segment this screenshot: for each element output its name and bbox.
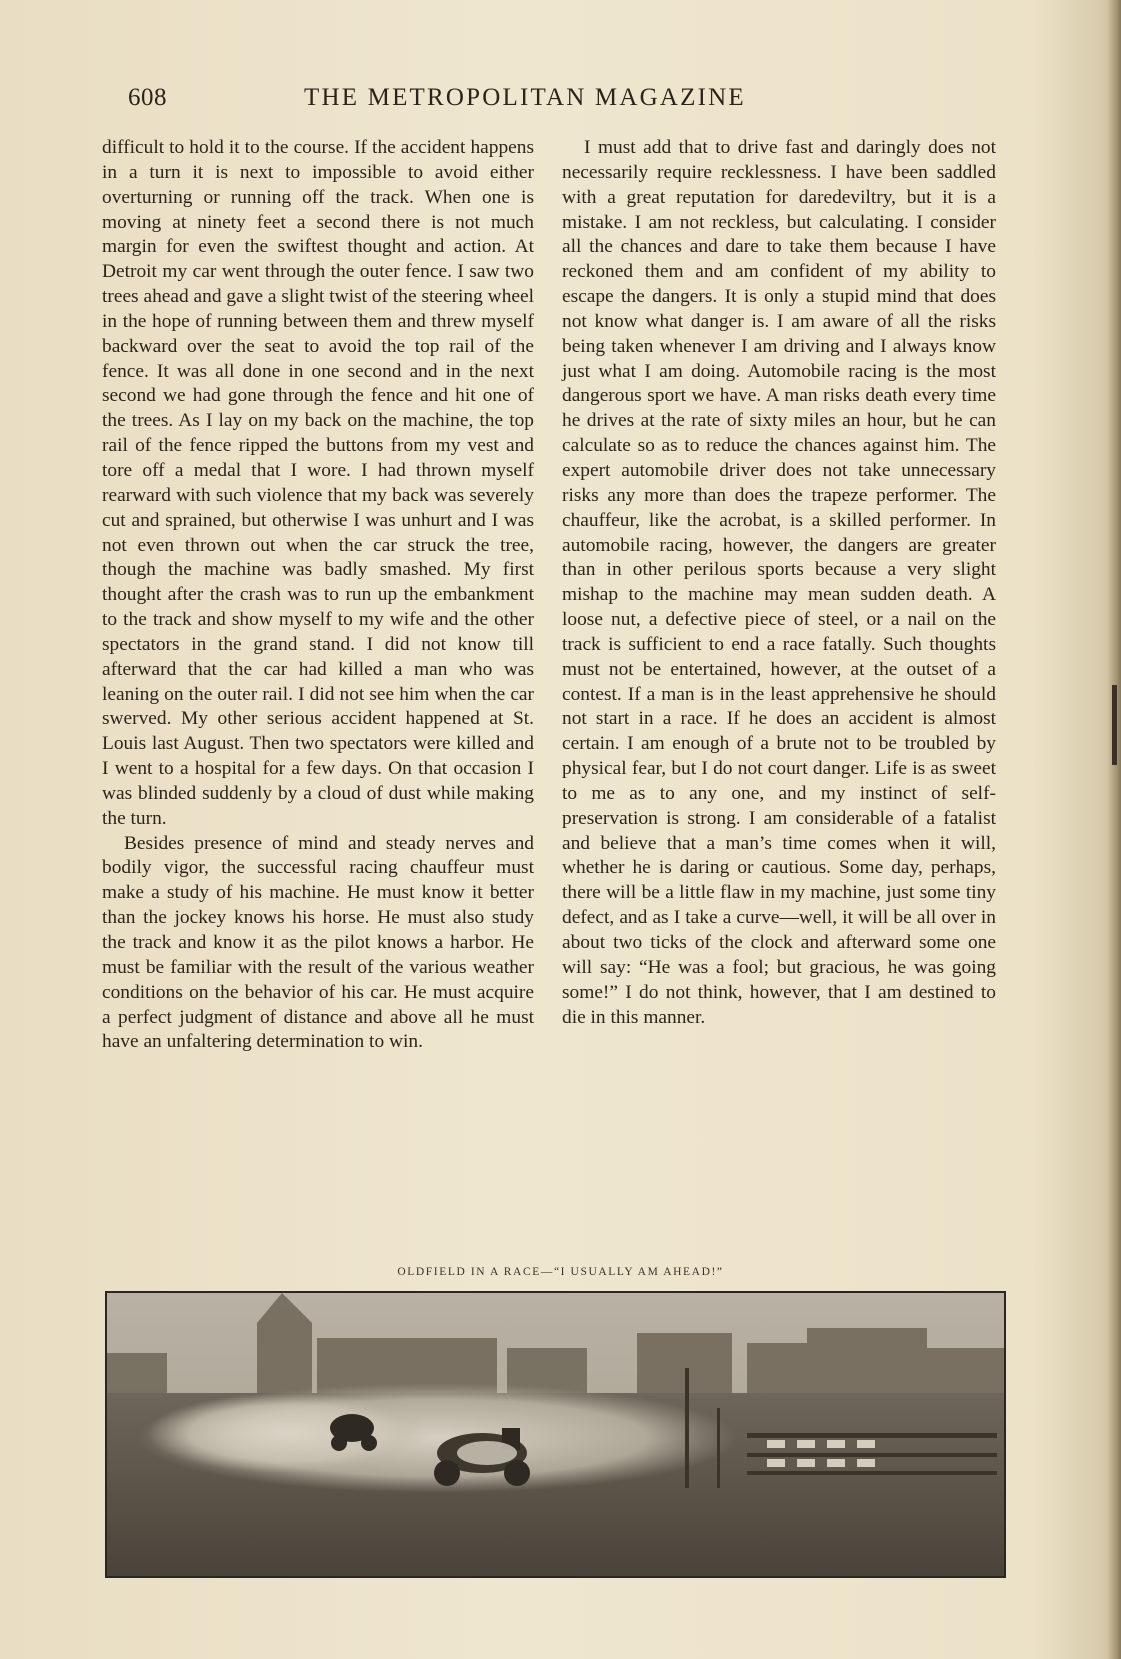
page-edge-shadow (1107, 0, 1121, 1659)
left-paragraph-2: Besides presence of mind and steady nerves and bodily vigor, the successful racing chauffeur must make a study of his machine. He must know it better than the jockey knows his horse. He must also study the track and know it as the pilot knows a harbor. He must be familiar with the result of the various weather conditions on the behavior of his car. He must acquire a perfect judgment of distance and above all he must have an unfaltering determination to win. (102, 832, 534, 1053)
left-column (102, 136, 534, 1055)
race-photo-illustration (107, 1293, 1004, 1576)
right-column (562, 136, 996, 1030)
page-number: 608 (128, 84, 167, 111)
right-paragraph-1: I must add that to drive fast and daringly does not necessarily require recklessness. I have been saddled with a great reputation for daredeviltry, but it is a mistake. I am not reckless, but calculating. I consider all the chances and dare to take them because I have reckoned them and am confident of my ability to escape the dangers. It is only a stupid mind that does not know what danger is. I am aware of all the risks being taken whenever I am driving and I always know just what I am doing. Automobile racing is the most dangerous sport we have. A man risks death every time he drives at the rate of sixty miles an hour, but he can calculate so as to reduce the chances against him. The expert automobile driver does not take unnecessary risks any more than does the trapeze performer. The chauffeur, like the acrobat, is a skilled performer. In automobile racing, however, the dangers are greater than in other perilous sports because a very slight mishap to the machine may mean sudden death. A loose nut, a defective piece of steel, or a nail on the track is sufficient to end a race fatally. Such thoughts must not be entertained, however, at the outset of a contest. If a man is in the least apprehensive he should not start in a race. If he does an accident is almost certain. I am enough of a brute not to be troubled by physical fear, but I do not court danger. Life is as sweet to me as to any one, and my instinct of self-preservation is strong. I am considerable of a fatalist and believe that a man’s time comes when it will, whether he is daring or cautious. Some day, perhaps, there will be a little flaw in my machine, just some tiny defect, and as I take a curve—well, it will be all over in about two ticks of the clock and afterward some one will say: “He was a fool; but gracious, he was going some!” I do not think, however, that I am destined to die in this manner. (562, 137, 996, 1028)
race-photograph (105, 1291, 1006, 1578)
photo-caption: OLDFIELD IN A RACE—“I USUALLY AM AHEAD!” (397, 1266, 724, 1278)
left-paragraph-1: difficult to hold it to the course. If the accident happens in a turn it is next to impossible to avoid either overturning or running off the track. When one is moving at ninety feet a second there is not much margin for even the swiftest thought and action. At Detroit my car went through the outer fence. I saw two trees ahead and gave a slight twist of the steering wheel in the hope of running between them and threw myself backward over the seat to avoid the top rail of the fence. It was all done in one second and in the next second we had gone through the fence and hit one of the trees. As I lay on my back on the machine, the top rail of the fence ripped the buttons from my vest and tore off a medal that I wore. I had thrown myself rearward with such violence that my back was severely cut and sprained, but otherwise I was unhurt and I was not even thrown out when the car struck the tree, though the machine was badly smashed. My first thought after the crash was to run up the embankment to the track and show myself to my wife and the other spectators in the grand stand. I did not know till afterward that the car had killed a man who was leaning on the outer rail. I did not see him when the car swerved. My other serious accident happened at St. Louis last August. Then two spectators were killed and I went to a hospital for a few days. On that occasion I was blinded suddenly by a cloud of dust while making the turn. (102, 137, 534, 829)
running-header (128, 84, 998, 120)
magazine-title: THE METROPOLITAN MAGAZINE (304, 84, 746, 111)
binding-mark (1112, 685, 1117, 765)
